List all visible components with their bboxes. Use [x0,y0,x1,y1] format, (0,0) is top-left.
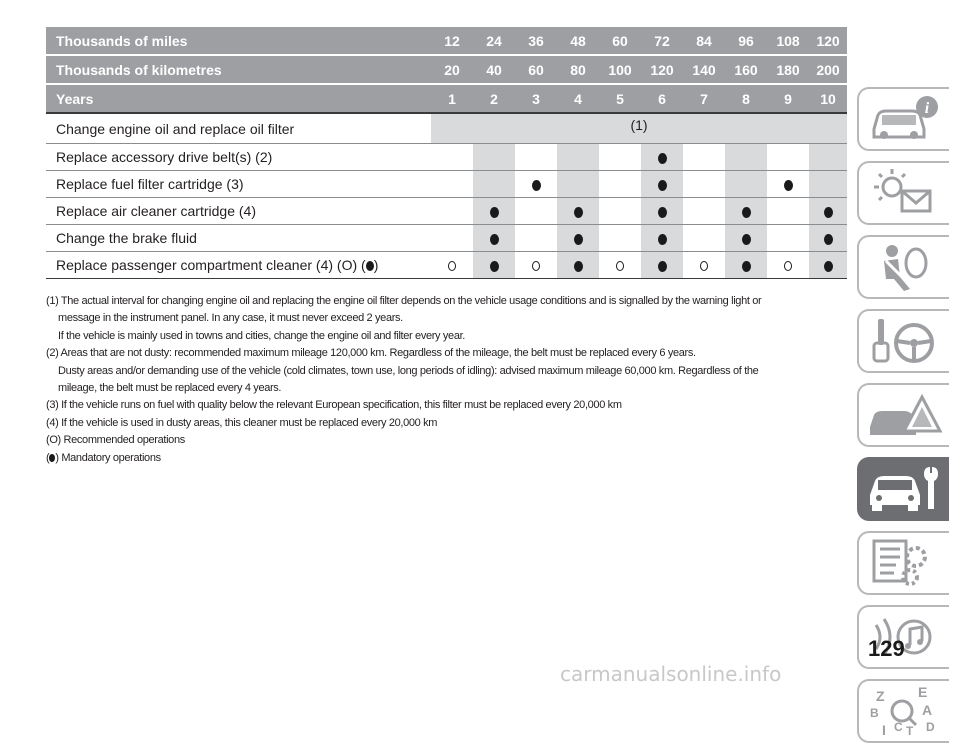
svg-text:T: T [906,724,914,738]
recommended-ring-icon [784,261,792,271]
interval-note-cell: (1) [431,113,847,144]
emergency-icon [864,387,944,443]
mandatory-dot-icon [532,180,541,191]
recommended-ring-icon [448,261,456,271]
mandatory-dot-icon [574,234,583,245]
schedule-cell [809,198,847,225]
header-cell: 180 [767,55,809,84]
header-row [46,84,847,113]
header-cell: 84 [683,27,725,55]
operation-label: Replace passenger compartment cleaner (4) (O) ( ) [46,252,431,279]
schedule-cell [767,171,809,198]
header-cell: 24 [473,27,515,55]
tab-safety[interactable] [857,235,949,299]
header-cell: 7 [683,84,725,113]
schedule-cell [473,171,515,198]
header-cell: 200 [809,55,847,84]
header-cell: 10 [809,84,847,113]
legend-recommended: (O) Recommended operations [46,434,185,447]
note-1-cont: message in the instrument panel. In any case, it must never exceed 2 years. [58,312,403,325]
schedule-cell [767,225,809,252]
header-cell: 36 [515,27,557,55]
schedule-cell [599,225,641,252]
note-2: (2) Areas that are not dusty: recommended maximum mileage 120,000 km. Regardless of the mileage, the belt must be replaced every 6 years. [46,347,696,360]
mandatory-dot-icon [742,207,751,218]
header-cell: 3 [515,84,557,113]
schedule-cell [767,144,809,171]
schedule-cell [809,171,847,198]
schedule-cell [557,252,599,279]
header-cell: 6 [641,84,683,113]
header-cell: 4 [557,84,599,113]
schedule-cell [641,225,683,252]
mandatory-dot-icon [742,234,751,245]
starting-driving-icon [864,313,944,369]
schedule-cell [641,144,683,171]
schedule-cell [725,252,767,279]
operation-row [46,144,847,171]
tab-car-info[interactable] [857,87,949,151]
operation-label: Change the brake fluid [46,225,431,252]
mandatory-dot-icon [366,261,374,271]
header-cell: 20 [431,55,473,84]
legend-mandatory: ( ) Mandatory operations [46,451,161,464]
header-cell: 8 [725,84,767,113]
technical-data-icon [864,535,944,591]
schedule-cell [515,198,557,225]
note-2-cont: mileage, the belt must be replaced every 4 years. [58,382,282,395]
svg-text:I: I [882,722,886,738]
operation-row [46,171,847,198]
schedule-cell [557,171,599,198]
tab-maintenance[interactable] [857,457,949,521]
svg-text:C: C [894,720,903,734]
svg-text:D: D [926,720,935,734]
schedule-cell [515,144,557,171]
schedule-cell [725,225,767,252]
schedule-cell [431,225,473,252]
footnotes [46,293,826,467]
operation-row [46,225,847,252]
header-cell: 120 [809,27,847,55]
recommended-ring-icon [532,261,540,271]
header-cell: 9 [767,84,809,113]
svg-text:i: i [924,100,930,117]
schedule-cell [431,198,473,225]
mandatory-dot-icon [824,207,833,218]
warning-lights-icon [864,165,944,221]
operation-label: Replace air cleaner cartridge (4) [46,198,431,225]
mandatory-dot-icon [658,180,667,191]
header-cell: 5 [599,84,641,113]
header-cell: 96 [725,27,767,55]
header-cell: 40 [473,55,515,84]
mandatory-dot-icon [824,234,833,245]
watermark: carmanualsonline.info [560,662,782,686]
schedule-cell [431,144,473,171]
car-info-icon [864,91,944,147]
schedule-cell [431,252,473,279]
header-label: Thousands of kilometres [46,55,431,84]
schedule-cell [683,198,725,225]
note-1-town: If the vehicle is mainly used in towns and cities, change the engine oil and filter every year. [58,329,465,342]
header-cell: 48 [557,27,599,55]
recommended-ring-icon [616,261,624,271]
mandatory-dot-icon [824,261,833,272]
header-cell: 72 [641,27,683,55]
mandatory-dot-icon [490,207,499,218]
schedule-cell [725,171,767,198]
operation-row [46,198,847,225]
schedule-cell [599,198,641,225]
header-cell: 1 [431,84,473,113]
schedule-cell [767,252,809,279]
svg-text:E: E [918,684,928,700]
mandatory-dot-icon [490,261,499,272]
airbag-safety-icon [864,239,944,295]
schedule-cell [557,198,599,225]
mandatory-dot-icon [658,153,667,164]
schedule-cell [557,225,599,252]
tab-starting-driving[interactable] [857,309,949,373]
header-cell: 108 [767,27,809,55]
schedule-cell [473,144,515,171]
schedule-cell [473,198,515,225]
schedule-cell [641,171,683,198]
operation-label: Change engine oil and replace oil filter [46,113,431,144]
schedule-cell [431,171,473,198]
header-label: Thousands of miles [46,27,431,55]
schedule-cell [683,144,725,171]
mandatory-dot-icon [742,261,751,272]
schedule-cell [683,252,725,279]
schedule-cell [767,198,809,225]
schedule-cell [809,252,847,279]
schedule-cell [641,198,683,225]
header-cell: 2 [473,84,515,113]
schedule-cell [515,252,557,279]
operation-label: Replace fuel filter cartridge (3) [46,171,431,198]
tab-index[interactable] [857,679,949,743]
maintenance-car-icon [864,461,944,517]
schedule-cell [473,252,515,279]
schedule-cell [683,225,725,252]
header-cell: 60 [515,55,557,84]
header-cell: 100 [599,55,641,84]
mandatory-dot-icon [490,234,499,245]
note-1: (1) The actual interval for changing engine oil and replacing the engine oil filter depends on the vehicle usage conditions and is signalled by the warning light or [46,295,762,307]
schedule-cell [599,144,641,171]
operation-row [46,252,847,279]
schedule-cell [515,171,557,198]
header-cell: 80 [557,55,599,84]
tab-emergency[interactable] [857,383,949,447]
header-cell: 12 [431,27,473,55]
schedule-cell [641,252,683,279]
tab-warning-lights[interactable] [857,161,949,225]
schedule-cell [599,252,641,279]
maintenance-schedule-table [46,27,847,279]
schedule-cell [473,225,515,252]
svg-text:B: B [870,706,879,720]
svg-text:Z: Z [876,688,885,704]
mandatory-dot-icon [574,207,583,218]
svg-text:A: A [922,702,933,718]
mandatory-dot-icon [658,207,667,218]
header-cell: 60 [599,27,641,55]
header-cell: 160 [725,55,767,84]
page-number: 129 [868,636,905,661]
header-cell: 120 [641,55,683,84]
schedule-cell [599,171,641,198]
schedule-cell [725,198,767,225]
header-cell: 140 [683,55,725,84]
note-3: (3) If the vehicle runs on fuel with quality below the relevant European specification, this filter must be replaced every 20,000 km [46,399,622,412]
mandatory-dot-icon [658,234,667,245]
schedule-cell [683,171,725,198]
note-2-dusty: Dusty areas and/or demanding use of the vehicle (cold climates, town use, long periods of idling): advised maximum mileage 60,000 km. Regardless of the [58,364,759,377]
schedule-cell [515,225,557,252]
mandatory-dot-icon [658,261,667,272]
index-icon [864,683,944,739]
operation-label: Replace accessory drive belt(s) (2) [46,144,431,171]
tab-technical-data[interactable] [857,531,949,595]
mandatory-dot-icon [784,180,793,191]
schedule-cell [809,225,847,252]
recommended-ring-icon [700,261,708,271]
schedule-cell [809,144,847,171]
header-row [46,55,847,84]
header-row [46,27,847,55]
note-4: (4) If the vehicle is used in dusty areas, this cleaner must be replaced every 20,000 km [46,416,438,429]
schedule-cell [557,144,599,171]
operation-row [46,113,847,144]
header-label: Years [46,84,431,113]
mandatory-dot-icon [574,261,583,272]
schedule-cell [725,144,767,171]
